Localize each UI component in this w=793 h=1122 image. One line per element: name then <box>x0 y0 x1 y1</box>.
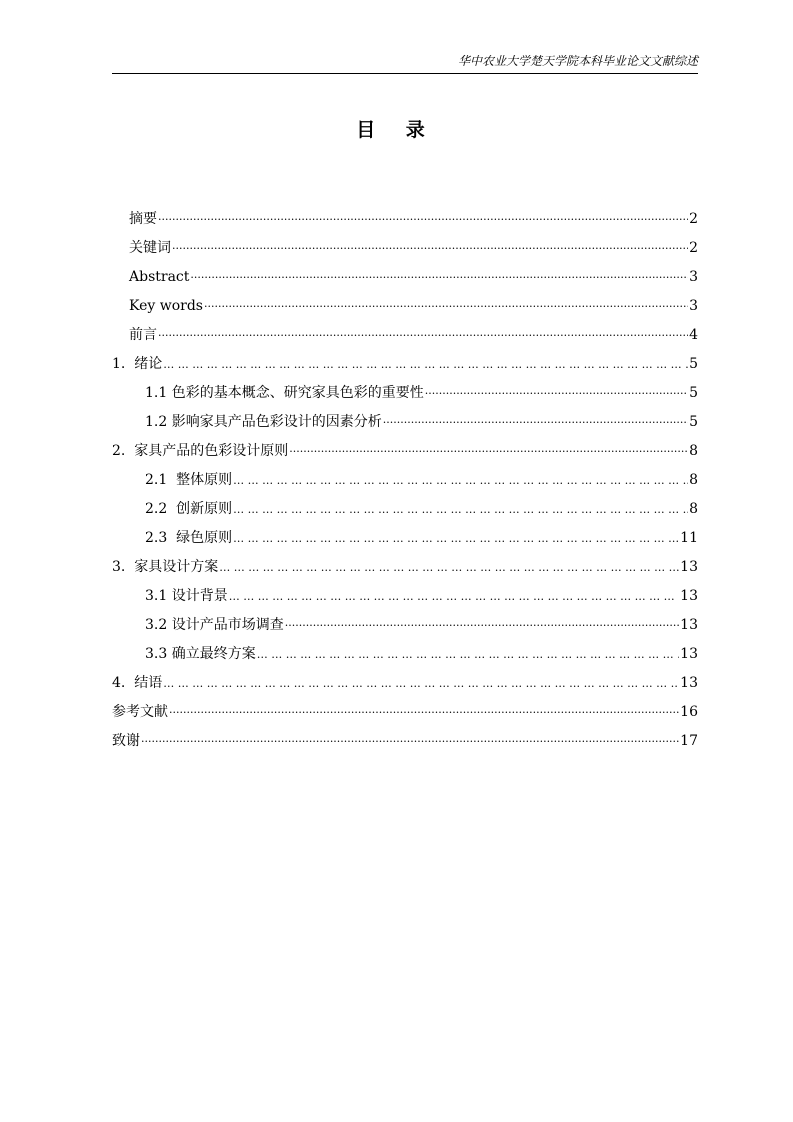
toc-entry-page: 13 <box>680 588 698 604</box>
toc-entry-label: 3.1 设计背景 <box>145 588 228 604</box>
toc-entry-label: 1.1 色彩的基本概念、研究家具色彩的重要性 <box>145 385 424 401</box>
toc-leader <box>229 582 679 611</box>
header-rule <box>112 73 698 74</box>
toc-entry-label: 1. 绪论 <box>112 356 163 372</box>
toc-entry-page: 4 <box>689 327 698 343</box>
toc-entry-label: 2.3 绿色原则 <box>145 530 233 546</box>
toc-entry-page: 8 <box>689 443 698 459</box>
toc-entry-label: Abstract <box>129 269 190 285</box>
toc-leader <box>204 292 688 321</box>
toc-title: 目 录 <box>356 119 437 141</box>
toc-entry-section-1-2[interactable] <box>145 408 698 437</box>
toc-entry-label: 2. 家具产品的色彩设计原则 <box>112 443 289 459</box>
toc-leader <box>233 524 679 553</box>
toc-entry-label: 2.2 创新原则 <box>145 501 233 517</box>
toc-leader <box>219 553 679 582</box>
toc-entry-page: 5 <box>689 414 698 430</box>
toc-entry-references[interactable] <box>112 698 698 727</box>
toc-entry-label: 前言 <box>129 327 157 343</box>
toc-entry-label: Key words <box>129 298 203 314</box>
toc-leader <box>383 408 688 437</box>
toc-entry-keywords-cn[interactable] <box>129 234 698 263</box>
toc-leader <box>233 495 688 524</box>
toc-entry-chapter-2[interactable] <box>112 437 698 466</box>
toc-leader <box>163 669 679 698</box>
toc-leader <box>190 263 688 292</box>
toc-entry-page: 2 <box>689 211 698 227</box>
toc-entry-section-3-2[interactable] <box>145 611 698 640</box>
toc-leader <box>285 611 679 640</box>
toc-entry-section-2-1[interactable] <box>145 466 698 495</box>
toc-entry-page: 13 <box>680 675 698 691</box>
toc-entry-page: 13 <box>680 646 698 662</box>
toc-leader <box>158 321 688 350</box>
toc-entry-page: 11 <box>680 530 698 546</box>
toc-entry-abstract-cn[interactable] <box>129 205 698 234</box>
toc-entry-label: 致谢 <box>112 733 140 749</box>
toc-leader <box>257 640 679 669</box>
toc-leader <box>233 466 688 495</box>
toc-entry-section-3-1[interactable] <box>145 582 698 611</box>
toc-entry-page: 5 <box>689 385 698 401</box>
toc-entry-section-3-3[interactable] <box>145 640 698 669</box>
toc-leader <box>289 437 688 466</box>
toc-entry-label: 关键词 <box>129 240 171 256</box>
toc-entry-acknowledgements[interactable] <box>112 727 698 756</box>
toc-leader <box>163 350 688 379</box>
toc-entry-chapter-4[interactable] <box>112 669 698 698</box>
toc-entry-label: 4. 结语 <box>112 675 163 691</box>
toc-entry-section-1-1[interactable] <box>145 379 698 408</box>
toc-entry-page: 2 <box>689 240 698 256</box>
toc-entry-page: 8 <box>689 501 698 517</box>
toc-entry-page: 3 <box>689 269 698 285</box>
toc-leader <box>425 379 688 408</box>
toc-leader <box>141 727 679 756</box>
toc-leader <box>169 698 679 727</box>
toc-entry-label: 2.1 整体原则 <box>145 472 233 488</box>
toc-entry-page: 3 <box>689 298 698 314</box>
toc-entry-section-2-3[interactable] <box>145 524 698 553</box>
toc-entry-label: 3.2 设计产品市场调查 <box>145 617 284 633</box>
running-header: 华中农业大学楚天学院本科毕业论文文献综述 <box>457 54 698 68</box>
toc-entry-label: 参考文献 <box>112 704 168 720</box>
toc-entry-chapter-3[interactable] <box>112 553 698 582</box>
toc-entry-section-2-2[interactable] <box>145 495 698 524</box>
toc-entry-page: 13 <box>680 617 698 633</box>
toc-entry-page: 17 <box>680 733 698 749</box>
toc-entry-abstract-en[interactable] <box>129 263 698 292</box>
toc-entry-keywords-en[interactable] <box>129 292 698 321</box>
toc-entry-page: 16 <box>680 704 698 720</box>
toc-entry-label: 摘要 <box>129 211 157 227</box>
toc-entry-page: 8 <box>689 472 698 488</box>
toc-entry-preface[interactable] <box>129 321 698 350</box>
toc-entry-label: 3. 家具设计方案 <box>112 559 219 575</box>
toc-entry-page: 5 <box>689 356 698 372</box>
toc-leader <box>172 234 688 263</box>
toc-entry-chapter-1[interactable] <box>112 350 698 379</box>
toc-entry-label: 1.2 影响家具产品色彩设计的因素分析 <box>145 414 382 430</box>
toc-entry-page: 13 <box>680 559 698 575</box>
toc-leader <box>158 205 688 234</box>
toc-entry-label: 3.3 确立最终方案 <box>145 646 256 662</box>
